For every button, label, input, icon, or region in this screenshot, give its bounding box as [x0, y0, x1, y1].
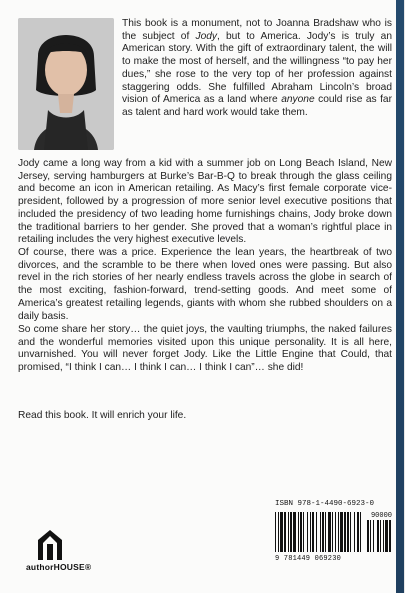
- intro-emphasis-jody: Jody: [195, 30, 217, 42]
- body-paragraph-4: Read this book. It will enrich your life.: [18, 410, 187, 421]
- barcode-number: 9 781449 069230: [275, 555, 342, 563]
- author-photo: [18, 18, 114, 150]
- body-paragraph-3: So come share her story… the quiet joys, the vaulting triumphs, the naked failures and the wonderful memories visited upon this unique personality. It is all here, unvarnished. You will never forget Jody. Like the Little Engine that Could, that promised, “I think I can… I think I can… I think I can”… she did!: [18, 324, 392, 374]
- publisher-name: authorHOUSE®: [26, 562, 92, 572]
- intro-text-1: This book is a monument, not to Joanna Bradshaw who is the subject of: [122, 18, 392, 42]
- intro-paragraph: [122, 18, 392, 120]
- publisher-logo: [26, 524, 106, 584]
- isbn-barcode-block: [275, 500, 392, 566]
- intro-text-3: could rise as far as talent and hard work would take them.: [122, 94, 392, 118]
- body-paragraph-2: Of course, there was a price. Experience the lean years, the heartbreak of two divorces, and the scramble to be there when loved ones were passing. But also revel in the rich stories of her nearly endless travels across the globe in search of the most exciting, fashion-forward, trend-setting goods. And meet some of America’s greatest retailing legends, giants with whom she rubbed shoulders on a daily basis.: [18, 247, 392, 322]
- spine-edge: [396, 0, 404, 593]
- author-portrait-icon: [18, 18, 114, 150]
- publisher-logo-icon: [26, 524, 106, 564]
- price-code: 90000: [370, 512, 392, 520]
- intro-text-2: , but to America. Jody’s is truly an American story. With the gift of extraordinary talent, the will to make the most of herself, and the willingness “to pay her dues,” she rose to the very top of her profession against staggering odds. She fulfilled Abraham Lincoln’s broad vision of America as a land where: [122, 30, 392, 106]
- intro-emphasis-anyone: anyone: [281, 94, 315, 106]
- isbn-text: ISBN 978-1-4490-6923-0: [275, 500, 375, 508]
- body-paragraph-1: Jody came a long way from a kid with a summer job on Long Beach Island, New Jersey, serving hamburgers at Burke’s Bar-B-Q to break through the glass ceiling and become an icon in American retailing. As Macy’s first female corporate vice-president, followed by a progression of more senior level executive positions that included the presidency of two leading home furnishings chains, Jody broke down the traditional barriers to her gender. She proved that a woman’s rightful place in retailing includes the very highest executive levels.: [18, 158, 392, 246]
